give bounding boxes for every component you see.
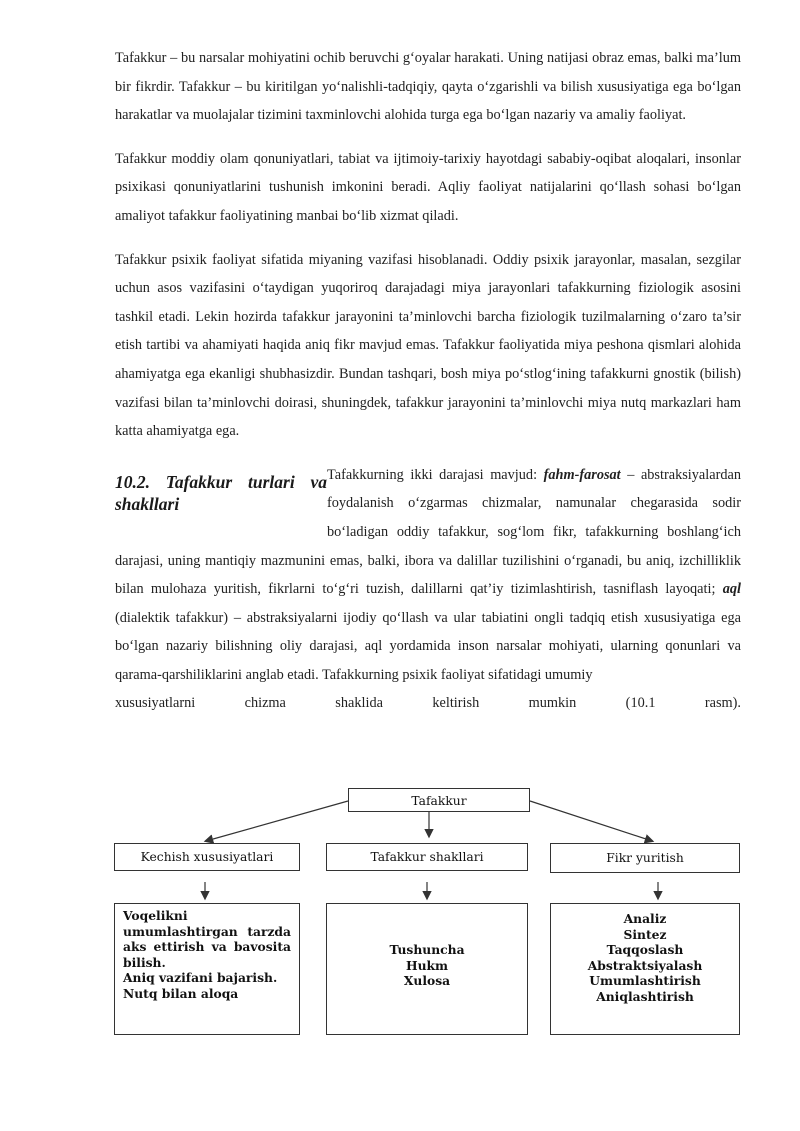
section-text-1: Tafakkurning ikki darajasi mavjud:: [327, 466, 544, 483]
arrow-root-to-left: [206, 801, 348, 841]
arrow-root-to-right: [530, 801, 652, 841]
section-last-line: xususiyatlarni chizma shaklida keltirish mumkin (10.1 rasm).: [115, 695, 741, 712]
right-item: Abstraktsiyalash: [587, 957, 703, 973]
diagram-box-right: [550, 903, 740, 1035]
section-text-3: (dialektik tafakkur) – abstraksiyalarni ijodiy qo‘llash va ular tabiatini ongli tadqiq etish xususiyatiga ega bo‘lgan nazariy bilishning oliy darajasi, aql yordamida inson narsalar mohiyati, ularning qonunlari va qarama-qarshiliklarini anglab etadi. Tafakkurning psixik faoliyat sifatidagi umumiy: [115, 609, 741, 683]
middle-item: Tushuncha: [389, 942, 465, 957]
paragraph-3: Tafakkur psixik faoliyat sifatida miyaning vazifasi hisoblanadi. Oddiy psixik jarayonlar, masalan, sezgilar uchun asos vazifasini o‘taydigan yuqoriroq darajadagi miya jarayonlari tafakkurning fiziologik asosini tashkil etadi. Lekin hozirda tafakkur jarayonini ta’minlovchi barcha fiziologik tuzilmalarning o‘zaro ta’sir etish tartibi va ahamiyati haqida aniq fikr mavjud emas. Tafakkur faoliyatida miya peshona qismlari alohida ahamiyatga ega ekanligi shubhasizdir. Bundan tashqari, bosh miya po‘stlog‘ining tafakkurni gnostik (bilish) vazifasi bilan ta’minlovchi doirasi, shuningdek, tafakkur jarayonini ta’minlovchi miya nutq markazlari ham katta ahamiyatga ega.: [115, 251, 741, 440]
left-line: Nutq bilan aloqa: [123, 985, 239, 1001]
left-line: aks ettirish va bavosita: [123, 939, 291, 954]
right-item: Analiz: [623, 911, 667, 926]
diagram-box-left: [114, 903, 300, 1035]
diagram-header-right: Fikr yuritish: [550, 843, 740, 873]
section-text-2: – abstraksiyalardan foydalanish o‘zgarmas chizmalar, namunalar chegarasida sodir bo‘ladigan oddiy tafakkur, sog‘lom fikr, tafakkurning boshlang‘ich darajasi, uning mantiqiy mazmunini emas, balki, ibora va dalillar tuzilishini o‘rganadi, bu aniq, izchilliklik bilan mulohaza yuritish, fikrlarni to‘g‘ri tuzish, dalillarni qat’iy tizimlashtirish, tasniflash layoqati;: [115, 466, 741, 598]
left-line: bilish.: [123, 954, 166, 970]
right-item: Umumlashtirish: [589, 973, 701, 988]
diagram-box-middle: [326, 903, 528, 1035]
section-title: 10.2. Tafakkur turlari va shakllari: [115, 471, 327, 514]
middle-item: Hukm: [405, 957, 449, 973]
paragraph-2: Tafakkur moddiy olam qonuniyatlari, tabiat va ijtimoiy-tarixiy hayotdagi sababiy-oqibat aloqalari, insonlar psixikasi qonuniyatlarini tushunish imkonini beradi. Aqliy faoliyat natijalarini qo‘llash sohasi bo‘lgan amaliyot tafakkur faoliyatining manbai bo‘lib xizmat qiladi.: [115, 150, 741, 224]
left-line: umumlashtirgan tarzda: [123, 923, 291, 939]
diagram-root-box: Tafakkur: [348, 788, 530, 812]
left-line: Aniq vazifani bajarish.: [123, 970, 278, 985]
keyword-fahm-farosat: fahm-farosat: [543, 466, 621, 483]
diagram-header-middle: Tafakkur shakllari: [326, 843, 528, 871]
middle-item: Xulosa: [403, 973, 451, 988]
keyword-aql: aql: [722, 581, 741, 598]
right-item: Taqqoslash: [606, 942, 684, 957]
left-line: Voqelikni: [123, 908, 188, 923]
right-item: Aniqlashtirish: [596, 988, 694, 1004]
paragraph-1: Tafakkur – bu narsalar mohiyatini ochib beruvchi g‘oyalar harakati. Uning natijasi obraz emas, balki ma’lum bir fikrdir. Tafakkur – bu kiritilgan yo‘nalishli-tadqiqiy, qayta o‘zgarishli va bilish xususiyatiga ega bo‘lgan harakatlar va muolajalar tizimini taxminlovchi alohida turga ega bo‘lgan nazariy va amaliy faoliyat.: [115, 50, 741, 124]
diagram-header-left: Kechish xususiyatlari: [114, 843, 300, 871]
right-item: Sintez: [623, 926, 667, 942]
